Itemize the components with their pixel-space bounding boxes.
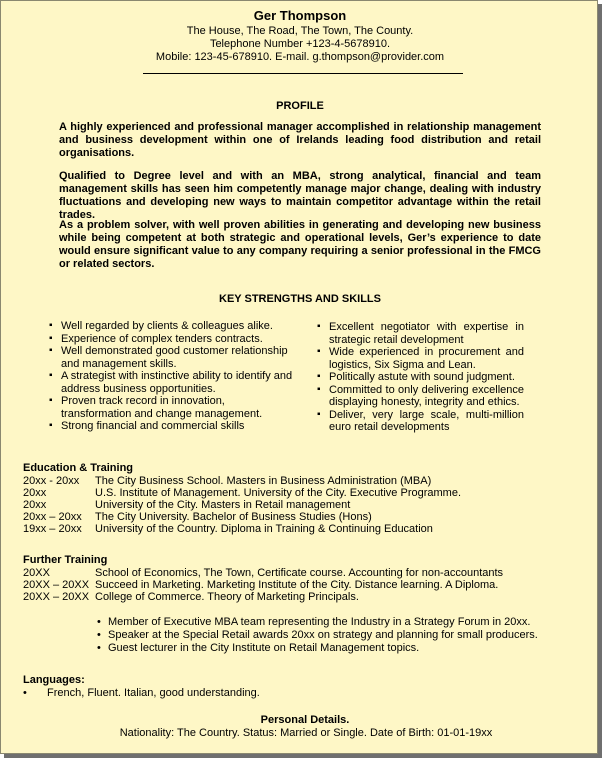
table-row: [23, 523, 461, 535]
education-detail: University of the Country. Diploma in Training & Continuing Education: [95, 523, 433, 535]
training-detail: Succeed in Marketing. Marketing Institute of the City. Distance learning. A Diploma.: [95, 579, 499, 591]
list-item: ▪ Deliver, very large scale, multi-million euro retail developments: [317, 409, 524, 434]
skills-right-list: [317, 321, 524, 434]
table-row: [23, 567, 503, 579]
list-item: ▪ Well regarded by clients & colleagues alike.: [49, 320, 297, 333]
training-date: 20XX: [23, 567, 50, 579]
list-item: ▪ Wide experienced in procurement and logistics, Six Sigma and Lean.: [317, 346, 524, 371]
mobile-email-line: Mobile: 123-45-678910. E-mail. g.thompson@provider.com: [155, 51, 445, 63]
education-table: [23, 475, 461, 535]
education-date: 19xx – 20xx: [23, 523, 82, 535]
skills-title: KEY STRENGTHS AND SKILLS: [219, 293, 381, 305]
further-training-title: Further Training: [23, 554, 108, 566]
bullet-icon: •: [23, 687, 27, 699]
personal-details-line: Nationality: The Country. Status: Married or Single. Date of Birth: 01-01-19xx: [119, 727, 493, 739]
education-date: 20xx: [23, 499, 47, 511]
list-item: ▪ Experience of complex tenders contracts.: [49, 333, 297, 346]
education-detail: U.S. Institute of Management. University of the City. Executive Programme.: [95, 487, 461, 499]
training-detail: School of Economics, The Town, Certificate course. Accounting for non-accountants: [95, 567, 504, 579]
profile-title: PROFILE: [276, 100, 324, 112]
further-training-table: [23, 567, 503, 603]
table-row: [23, 475, 461, 487]
list-item: ▪ Excellent negotiator with expertise in strategic retail development: [317, 321, 524, 346]
training-date: 20XX – 20XX: [23, 591, 90, 603]
address-line: The House, The Road, The Town, The County.: [186, 25, 414, 37]
list-item: ▪ Well demonstrated good customer relationship and management skills.: [49, 345, 297, 370]
telephone-line: Telephone Number +123-4-5678910.: [209, 38, 391, 50]
list-item: ▪ Politically astute with sound judgment.: [317, 371, 524, 384]
education-date: 20xx - 20xx: [23, 475, 80, 487]
training-date: 20XX – 20XX: [23, 579, 90, 591]
list-item: ▪ A strategist with instinctive ability to identify and address business opportunities.: [49, 370, 297, 395]
table-row: [23, 499, 461, 511]
education-date: 20xx: [23, 487, 47, 499]
profile-paragraph-2: Qualified to Degree level and with an MBA, strong analytical, financial and team management skills has seen him competently manage major change, dealing with industry fluctuations and developing new ways to maintain competitor advantage within the retail trades.: [59, 170, 541, 221]
languages-line: [23, 687, 260, 699]
list-item: ▪ Committed to only delivering excellence displaying honesty, integrity and ethics.: [317, 384, 524, 409]
education-title: Education & Training: [23, 462, 134, 474]
training-detail: College of Commerce. Theory of Marketing Principals.: [95, 591, 359, 603]
table-row: [23, 511, 461, 523]
table-row: [23, 591, 503, 603]
candidate-name: Ger Thompson: [253, 8, 347, 23]
contact-block: [1, 25, 599, 64]
education-detail: University of the City. Masters in Retail management: [95, 499, 351, 511]
education-detail: The City Business School. Masters in Business Administration (MBA): [95, 475, 432, 487]
table-row: [23, 487, 461, 499]
list-item: ▪ Strong financial and commercial skills: [49, 420, 297, 433]
profile-paragraph-1: A highly experienced and professional manager accomplished in relationship management and business development within one of Irelands leading food distribution and retail organisations.: [59, 121, 541, 159]
languages-text: French, Fluent. Italian, good understanding.: [47, 687, 260, 699]
list-item: • Member of Executive MBA team representing the Industry in a Strategy Forum in 20xx.: [97, 616, 538, 629]
table-row: [23, 579, 503, 591]
languages-title: Languages:: [23, 674, 85, 686]
list-item: • Speaker at the Special Retail awards 20xx on strategy and planning for small producers.: [97, 629, 538, 642]
list-item: • Guest lecturer in the City Institute on Retail Management topics.: [97, 642, 538, 655]
personal-details-title: Personal Details.: [260, 714, 350, 726]
further-training-bullets: [97, 616, 538, 655]
list-item: ▪ Proven track record in innovation, transformation and change management.: [49, 395, 297, 420]
header-divider: [143, 73, 463, 74]
skills-left-list: [49, 320, 297, 433]
profile-paragraph-3: As a problem solver, with well proven abilities in generating and developing new business while being competent at both strategic and operational levels, Ger’s experience to date would ensure significant value to any company requiring a senior professional in the FMCG or related sectors.: [59, 219, 541, 270]
education-detail: The City University. Bachelor of Business Studies (Hons): [95, 511, 372, 523]
education-date: 20xx – 20xx: [23, 511, 82, 523]
